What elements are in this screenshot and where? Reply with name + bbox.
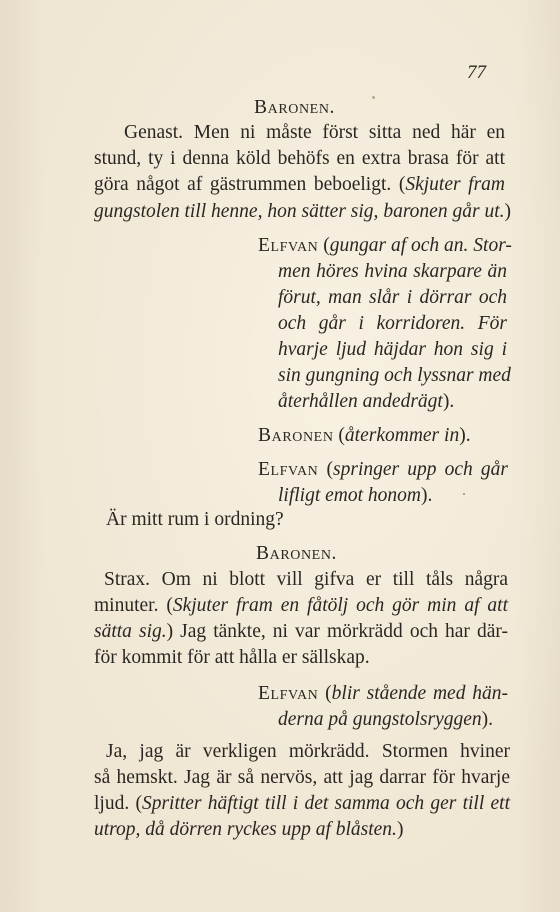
text-line: Är mitt rum i ordning? — [106, 509, 284, 530]
paper-speck — [463, 493, 465, 495]
text-line: minuter. (Skjuter fram en fåtölj och gör min af att — [94, 595, 508, 616]
stage-direction-line: och går i korridoren. För — [278, 313, 507, 334]
paper-speck — [372, 96, 375, 99]
text-line: Genast. Men ni måste först sitta ned här en — [124, 122, 505, 143]
text-line: Strax. Om ni blott vill gifva er till tåls några — [104, 569, 508, 590]
text-line: göra något af gästrummen beboeligt. (Skjuter fram — [94, 174, 505, 195]
stage-direction-line: återhållen andedrägt). — [278, 391, 455, 412]
stage-direction-line: hvarje ljud häjdar hon sig i — [278, 339, 507, 360]
page-number: 77 — [467, 62, 486, 83]
text-line: så hemskt. Jag är så nervös, att jag darrar för hvarje — [94, 767, 510, 788]
text-line: för kommit för att hålla er sällskap. — [94, 647, 370, 668]
speaker-name: Baronen. — [254, 97, 336, 118]
text-line: ljud. (Spritter häftigt till i det samma och ger till ett — [94, 793, 510, 814]
stage-direction-line: sin gungning och lyssnar med — [278, 365, 511, 386]
stage-direction-line: förut, man slår i dörrar och — [278, 287, 507, 308]
stage-direction-line: Baronen (återkommer in). — [258, 425, 471, 446]
stage-direction-line: lifligt emot honom). — [278, 485, 433, 506]
stage-direction-line: Elfvan (springer upp och går — [258, 459, 508, 480]
stage-direction-line: Elfvan (blir stående med hän- — [258, 683, 508, 704]
stage-direction-line: gungstolen till henne, hon sätter sig, baronen går ut.) — [94, 201, 511, 222]
text-line: stund, ty i denna köld behöfs en extra brasa för att — [94, 148, 505, 169]
stage-direction-line: utrop, då dörren ryckes upp af blåsten.) — [94, 819, 404, 840]
text-line: Ja, jag är verkligen mörkrädd. Stormen hviner — [106, 741, 510, 762]
stage-direction-line: derna på gungstolsryggen). — [278, 709, 494, 730]
stage-direction-line: Elfvan (gungar af och an. Stor- — [258, 235, 512, 256]
speaker-name: Baronen. — [256, 543, 338, 564]
text-line: sätta sig.) Jag tänkte, ni var mörkrädd och har där- — [94, 621, 508, 642]
stage-direction-line: men höres hvina skarpare än — [278, 261, 507, 282]
